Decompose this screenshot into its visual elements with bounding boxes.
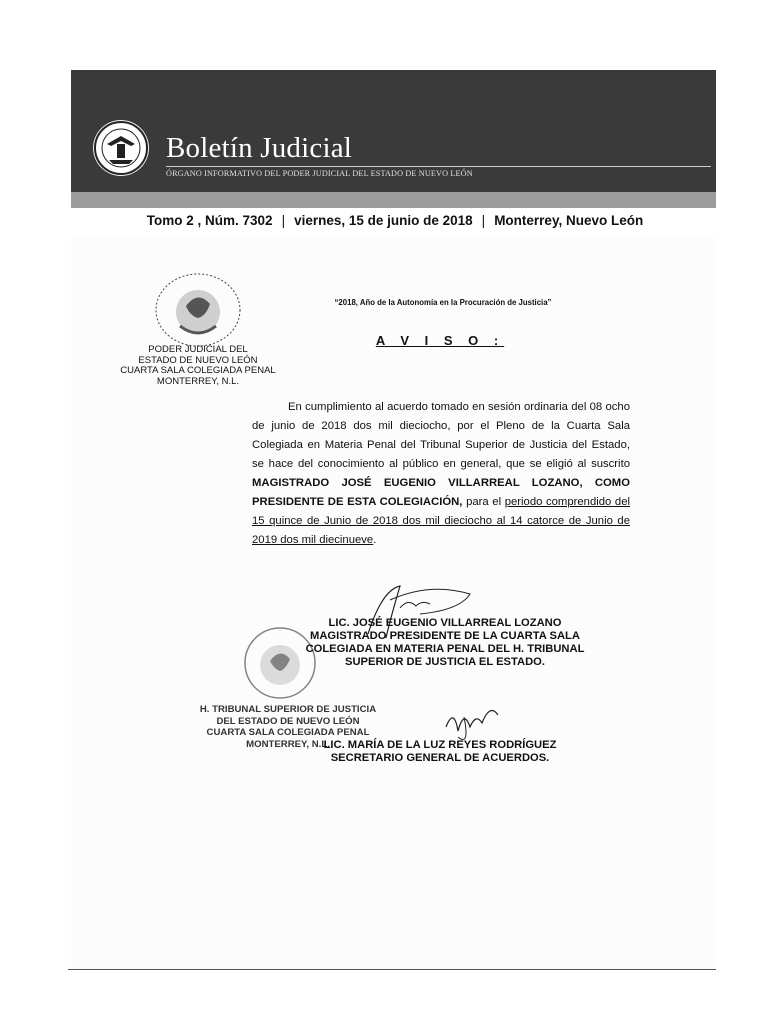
issue-place: Monterrey, Nuevo León xyxy=(494,213,644,228)
issue-separator: | xyxy=(281,213,286,228)
seal-line: H. TRIBUNAL SUPERIOR DE JUSTICIA xyxy=(199,704,377,715)
secretary-block xyxy=(300,739,580,765)
issuer-line: ESTADO DE NUEVO LEÓN xyxy=(138,354,258,366)
issue-date: viernes, 15 de junio de 2018 xyxy=(294,213,473,228)
secretary-line: LIC. MARÍA DE LA LUZ REYES RODRÍGUEZ xyxy=(323,739,557,751)
body-text: En cumplimiento al acuerdo tomado en sesión ordinaria del 08 ocho de junio de 2018 dos mil dieciocho, por el Pleno de la Cuarta Sala Colegiada en Materia Penal del Tribunal Superior de Justicia del Estado, se hace del conocimiento al público en general, que se eligió al suscrito xyxy=(252,401,630,470)
body-bold-text: MAGISTRADO JOSÉ EUGENIO VILLARREAL LOZANO, COMO PRESIDENTE DE ESTA COLEGIACIÓN, xyxy=(252,477,630,508)
issuer-line: MONTERREY, N.L. xyxy=(156,375,240,387)
issuer-block xyxy=(108,345,288,387)
signatory-line: MAGISTRADO PRESIDENTE DE LA CUARTA SALA xyxy=(310,630,580,642)
issuer-line: CUARTA SALA COLEGIADA PENAL xyxy=(120,365,276,376)
signatory-line: SUPERIOR DE JUSTICIA EL ESTADO. xyxy=(345,656,545,668)
seal-line: CUARTA SALA COLEGIADA PENAL xyxy=(206,727,370,738)
issuer-line: PODER JUDICIAL DEL xyxy=(148,344,248,355)
signatory-line: COLEGIADA EN MATERIA PENAL DEL H. TRIBUNAL xyxy=(305,643,585,655)
signatory-line: LIC. JOSÉ EUGENIO VILLARREAL LOZANO xyxy=(328,617,562,629)
notice-body xyxy=(252,398,630,550)
issue-volume: Tomo 2 , Núm. 7302 xyxy=(146,213,273,228)
publication-title: Boletín Judicial xyxy=(166,132,353,164)
body-text: . xyxy=(373,534,377,546)
seal-line: DEL ESTADO DE NUEVO LEÓN xyxy=(216,715,360,727)
notice-title: A V I S O : xyxy=(375,333,505,348)
seal-line: MONTERREY, N.L. xyxy=(246,738,330,750)
signatory-block xyxy=(272,617,618,669)
body-text: para el xyxy=(462,496,505,508)
year-motto: “2018, Año de la Autonomía en la Procuración de Justicia” xyxy=(334,298,552,307)
footer-rule xyxy=(68,969,716,970)
national-coat-of-arms-icon xyxy=(150,270,246,348)
court-seal-icon xyxy=(93,120,149,176)
body-underlined-text: periodo comprendido del 15 quince de Junio de 2018 dos mil dieciocho al 14 catorce de Junio de 2019 dos mil diecinueve xyxy=(252,496,631,546)
publication-subtitle: ÓRGANO INFORMATIVO DEL PODER JUDICIAL DEL ESTADO DE NUEVO LEÓN xyxy=(166,169,473,178)
issue-line xyxy=(0,213,768,228)
issue-separator: | xyxy=(481,213,486,228)
header-stripe xyxy=(71,192,716,208)
secretary-line: SECRETARIO GENERAL DE ACUERDOS. xyxy=(330,752,550,764)
title-divider xyxy=(166,166,711,167)
